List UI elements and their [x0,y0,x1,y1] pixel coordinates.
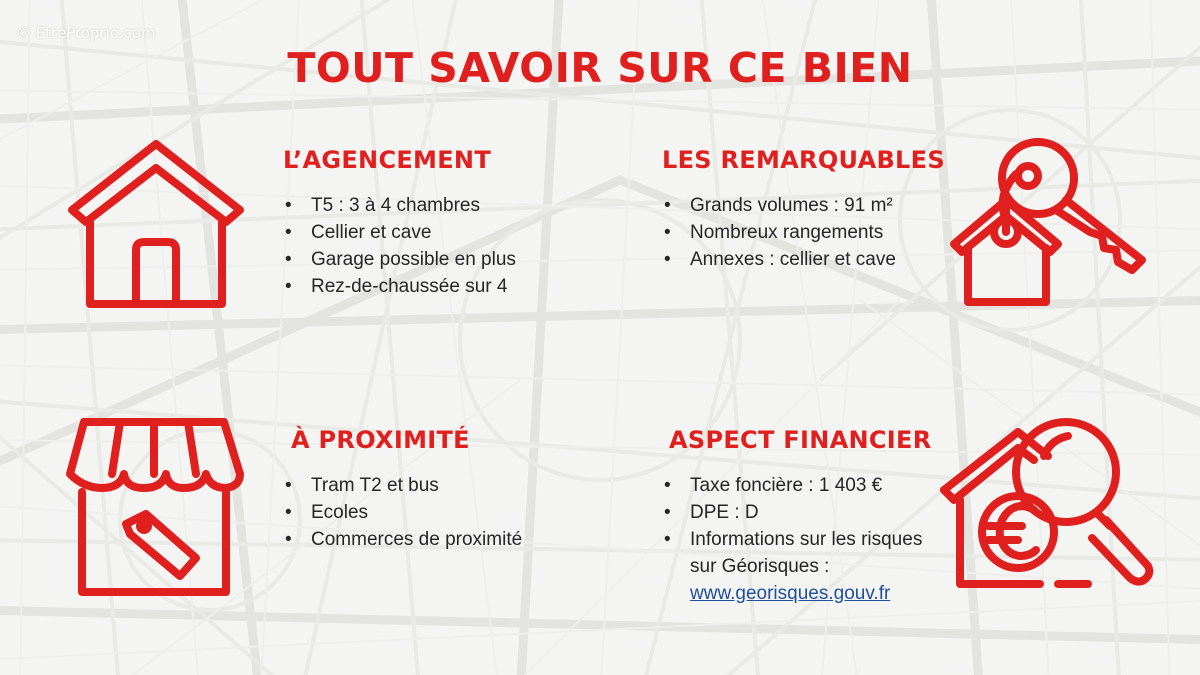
bullet-list [283,192,516,300]
list-item: • Ecoles [283,499,522,526]
list-item: • Commerces de proximité [283,526,522,553]
section-heading: À PROXIMITÉ [291,426,470,454]
section-remarquables [662,146,945,273]
bullet-list [662,192,945,273]
shop-icon [64,416,244,600]
house-euro-magnifier-icon [938,414,1160,600]
section-proximite [291,426,522,553]
section-heading: L’AGENCEMENT [283,146,491,174]
list-item-risks [662,526,931,607]
list-item: • Taxe foncière : 1 403 € [662,472,931,499]
georisques-link[interactable]: www.georisques.gouv.fr [690,583,891,604]
watermark: © EtreProprio.com [16,24,156,42]
section-heading: LES REMARQUABLES [662,146,945,174]
risk-text-line: • Informations sur les risques [690,529,923,550]
section-financier [669,426,931,607]
section-heading: ASPECT FINANCIER [669,426,932,454]
list-item: • T5 : 3 à 4 chambres [283,192,516,219]
section-agencement [283,146,516,300]
list-item: • Grands volumes : 91 m² [662,192,945,219]
list-item: • Nombreux rangements [662,219,945,246]
house-icon [64,138,248,310]
bullet-list [283,472,522,553]
list-item: • DPE : D [662,499,931,526]
page-title: TOUT SAVOIR SUR CE BIEN [287,44,913,92]
bullet-list [662,472,931,607]
list-item: • Cellier et cave [283,219,516,246]
risk-text-line: sur Géorisques : [690,556,830,577]
list-item: • Annexes : cellier et cave [662,246,945,273]
list-item: • Garage possible en plus [283,246,516,273]
list-item: • Tram T2 et bus [283,472,522,499]
list-item: • Rez-de-chaussée sur 4 [283,273,516,300]
house-keychain-icon [948,136,1152,308]
